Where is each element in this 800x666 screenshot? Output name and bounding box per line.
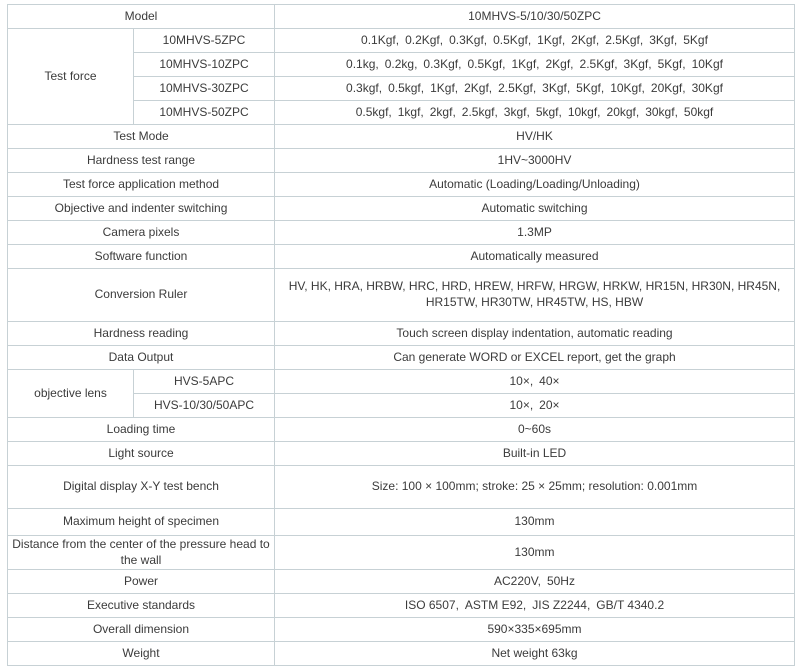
- hardness-range-value: 1HV~3000HV: [275, 149, 795, 173]
- row-weight: [8, 642, 795, 666]
- test-force-5zpc-sub: 10MHVS-5ZPC: [134, 29, 275, 53]
- test-force-10zpc-sub: 10MHVS-10ZPC: [134, 53, 275, 77]
- row-objective-indenter-switching: [8, 197, 795, 221]
- light-source-value: Built-in LED: [275, 442, 795, 466]
- model-label: Model: [8, 5, 275, 29]
- row-power: [8, 570, 795, 594]
- row-distance-wall: [8, 536, 795, 570]
- row-software-function: [8, 245, 795, 269]
- light-source-label: Light source: [8, 442, 275, 466]
- objective-indenter-switching-value: Automatic switching: [275, 197, 795, 221]
- software-function-value: Automatically measured: [275, 245, 795, 269]
- test-mode-value: HV/HK: [275, 125, 795, 149]
- force-application-label: Test force application method: [8, 173, 275, 197]
- row-hardness-reading: [8, 322, 795, 346]
- overall-dimension-value: 590×335×695mm: [275, 618, 795, 642]
- max-height-value: 130mm: [275, 509, 795, 536]
- row-hardness-range: [8, 149, 795, 173]
- overall-dimension-label: Overall dimension: [8, 618, 275, 642]
- test-force-5zpc-group: Test force: [8, 29, 134, 125]
- hardness-reading-value: Touch screen display indentation, automatic reading: [275, 322, 795, 346]
- hardness-reading-label: Hardness reading: [8, 322, 275, 346]
- row-test-force-5zpc: [8, 29, 795, 53]
- row-xy-bench: [8, 466, 795, 509]
- model-value: 10MHVS-5/10/30/50ZPC: [275, 5, 795, 29]
- power-value: AC220V, 50Hz: [275, 570, 795, 594]
- executive-standards-value: ISO 6507, ASTM E92, JIS Z2244, GB/T 4340.2: [275, 594, 795, 618]
- test-force-50zpc-sub: 10MHVS-50ZPC: [134, 101, 275, 125]
- max-height-label: Maximum height of specimen: [8, 509, 275, 536]
- loading-time-label: Loading time: [8, 418, 275, 442]
- hardness-range-label: Hardness test range: [8, 149, 275, 173]
- spec-table-container: [7, 4, 795, 666]
- distance-wall-label: Distance from the center of the pressure head to the wall: [8, 536, 275, 570]
- row-loading-time: [8, 418, 795, 442]
- test-mode-label: Test Mode: [8, 125, 275, 149]
- distance-wall-value: 130mm: [275, 536, 795, 570]
- test-force-10zpc-value: 0.1kg, 0.2kg, 0.3Kgf, 0.5Kgf, 1Kgf, 2Kgf, 2.5Kgf, 3Kgf, 5Kgf, 10Kgf: [275, 53, 795, 77]
- force-application-value: Automatic (Loading/Loading/Unloading): [275, 173, 795, 197]
- software-function-label: Software function: [8, 245, 275, 269]
- weight-value: Net weight 63kg: [275, 642, 795, 666]
- row-max-height: [8, 509, 795, 536]
- row-force-application: [8, 173, 795, 197]
- test-force-30zpc-sub: 10MHVS-30ZPC: [134, 77, 275, 101]
- xy-bench-value: Size: 100 × 100mm; stroke: 25 × 25mm; resolution: 0.001mm: [275, 466, 795, 509]
- objective-lens-5apc-sub: HVS-5APC: [134, 370, 275, 394]
- row-model: [8, 5, 795, 29]
- objective-lens-5apc-value: 10×, 40×: [275, 370, 795, 394]
- conversion-ruler-label: Conversion Ruler: [8, 269, 275, 322]
- row-overall-dimension: [8, 618, 795, 642]
- camera-pixels-value: 1.3MP: [275, 221, 795, 245]
- executive-standards-label: Executive standards: [8, 594, 275, 618]
- data-output-label: Data Output: [8, 346, 275, 370]
- xy-bench-label: Digital display X-Y test bench: [8, 466, 275, 509]
- camera-pixels-label: Camera pixels: [8, 221, 275, 245]
- objective-indenter-switching-label: Objective and indenter switching: [8, 197, 275, 221]
- row-conversion-ruler: [8, 269, 795, 322]
- objective-lens-10-30-50apc-sub: HVS-10/30/50APC: [134, 394, 275, 418]
- test-force-30zpc-value: 0.3kgf, 0.5kgf, 1Kgf, 2Kgf, 2.5Kgf, 3Kgf, 5Kgf, 10Kgf, 20Kgf, 30Kgf: [275, 77, 795, 101]
- row-camera-pixels: [8, 221, 795, 245]
- weight-label: Weight: [8, 642, 275, 666]
- objective-lens-10-30-50apc-value: 10×, 20×: [275, 394, 795, 418]
- power-label: Power: [8, 570, 275, 594]
- objective-lens-5apc-group: objective lens: [8, 370, 134, 418]
- spec-table: [7, 4, 795, 666]
- data-output-value: Can generate WORD or EXCEL report, get the graph: [275, 346, 795, 370]
- row-test-mode: [8, 125, 795, 149]
- conversion-ruler-value: HV, HK, HRA, HRBW, HRC, HRD, HREW, HRFW, HRGW, HRKW, HR15N, HR30N, HR45N, HR15TW, HR30TW, HR45TW, HS, HBW: [275, 269, 795, 322]
- test-force-5zpc-value: 0.1Kgf, 0.2Kgf, 0.3Kgf, 0.5Kgf, 1Kgf, 2Kgf, 2.5Kgf, 3Kgf, 5Kgf: [275, 29, 795, 53]
- test-force-50zpc-value: 0.5kgf, 1kgf, 2kgf, 2.5kgf, 3kgf, 5kgf, 10kgf, 20kgf, 30kgf, 50kgf: [275, 101, 795, 125]
- loading-time-value: 0~60s: [275, 418, 795, 442]
- row-data-output: [8, 346, 795, 370]
- row-objective-lens-5apc: [8, 370, 795, 394]
- row-executive-standards: [8, 594, 795, 618]
- row-light-source: [8, 442, 795, 466]
